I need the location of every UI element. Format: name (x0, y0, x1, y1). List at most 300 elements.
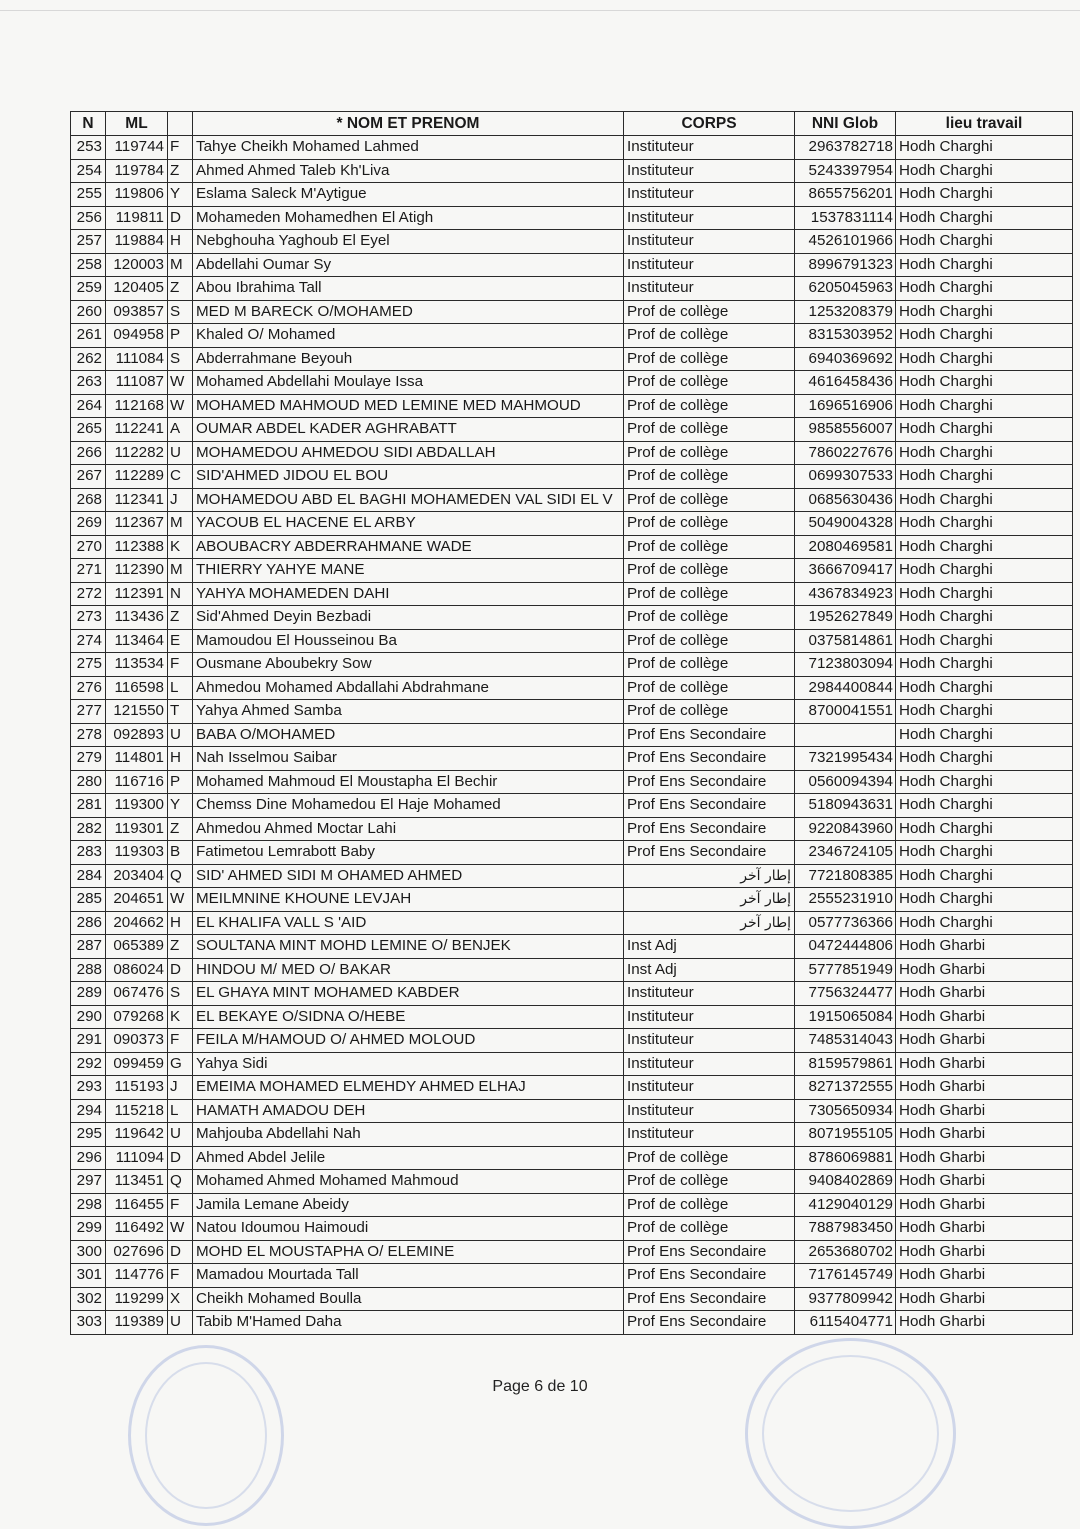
row-ml: 113464 (106, 629, 168, 653)
table-row (71, 1170, 1073, 1194)
row-name: Khaled O/ Mohamed (193, 324, 624, 348)
row-lieu: Hodh Charghi (896, 277, 1073, 301)
row-corps: Instituteur (624, 253, 795, 277)
row-lieu: Hodh Charghi (896, 324, 1073, 348)
row-ml: 079268 (106, 1005, 168, 1029)
row-corps: Prof de collège (624, 606, 795, 630)
row-nni: 1915065084 (795, 1005, 896, 1029)
row-ml: 112391 (106, 582, 168, 606)
row-number: 265 (71, 418, 106, 442)
table-row (71, 817, 1073, 841)
row-nni: 4526101966 (795, 230, 896, 254)
table-row (71, 958, 1073, 982)
row-corps: Prof de collège (624, 488, 795, 512)
table-row (71, 488, 1073, 512)
row-name: EMEIMA MOHAMED ELMEHDY AHMED ELHAJ (193, 1076, 624, 1100)
row-corps: Prof de collège (624, 512, 795, 536)
table-row (71, 723, 1073, 747)
row-name: HAMATH AMADOU DEH (193, 1099, 624, 1123)
row-letter: F (168, 653, 193, 677)
row-number: 299 (71, 1217, 106, 1241)
row-corps: Prof Ens Secondaire (624, 1311, 795, 1335)
row-ml: 086024 (106, 958, 168, 982)
row-lieu: Hodh Charghi (896, 817, 1073, 841)
row-letter: P (168, 324, 193, 348)
table-row (71, 371, 1073, 395)
row-nni: 6940369692 (795, 347, 896, 371)
row-corps: Instituteur (624, 982, 795, 1006)
row-letter: T (168, 700, 193, 724)
row-ml: 111087 (106, 371, 168, 395)
row-letter: L (168, 1099, 193, 1123)
row-corps: Prof de collège (624, 465, 795, 489)
row-nni: 7305650934 (795, 1099, 896, 1123)
row-ml: 065389 (106, 935, 168, 959)
row-nni: 9377809942 (795, 1287, 896, 1311)
row-name: Cheikh Mohamed Boulla (193, 1287, 624, 1311)
row-ml: 112390 (106, 559, 168, 583)
row-number: 280 (71, 770, 106, 794)
row-ml: 204651 (106, 888, 168, 912)
row-corps: Prof de collège (624, 1217, 795, 1241)
header-nni: NNI Glob (795, 112, 896, 136)
row-nni: 6205045963 (795, 277, 896, 301)
table-row (71, 1076, 1073, 1100)
row-ml: 112367 (106, 512, 168, 536)
row-number: 263 (71, 371, 106, 395)
row-ml: 119300 (106, 794, 168, 818)
table-row (71, 253, 1073, 277)
row-letter: W (168, 888, 193, 912)
row-corps: Prof de collège (624, 347, 795, 371)
row-lieu: Hodh Gharbi (896, 1123, 1073, 1147)
row-number: 269 (71, 512, 106, 536)
table-row (71, 676, 1073, 700)
row-number: 283 (71, 841, 106, 865)
row-letter: L (168, 676, 193, 700)
row-letter: J (168, 488, 193, 512)
row-nni: 8786069881 (795, 1146, 896, 1170)
row-ml: 119301 (106, 817, 168, 841)
row-name: Fatimetou Lemrabott Baby (193, 841, 624, 865)
table-row (71, 1052, 1073, 1076)
row-ml: 112388 (106, 535, 168, 559)
table-row (71, 159, 1073, 183)
row-number: 293 (71, 1076, 106, 1100)
row-ml: 115218 (106, 1099, 168, 1123)
row-name: Mohamed Mahmoud El Moustapha El Bechir (193, 770, 624, 794)
row-nni: 5243397954 (795, 159, 896, 183)
row-lieu: Hodh Gharbi (896, 1240, 1073, 1264)
row-lieu: Hodh Charghi (896, 371, 1073, 395)
row-number: 259 (71, 277, 106, 301)
row-lieu: Hodh Charghi (896, 653, 1073, 677)
row-lieu: Hodh Gharbi (896, 1099, 1073, 1123)
table-row (71, 1005, 1073, 1029)
row-letter: K (168, 535, 193, 559)
row-nni: 7123803094 (795, 653, 896, 677)
row-corps: Prof Ens Secondaire (624, 817, 795, 841)
row-name: MEILMNINE KHOUNE LEVJAH (193, 888, 624, 912)
row-nni: 2653680702 (795, 1240, 896, 1264)
table-row (71, 441, 1073, 465)
row-nni: 1952627849 (795, 606, 896, 630)
row-letter: H (168, 747, 193, 771)
table-row (71, 1146, 1073, 1170)
official-stamp-right (745, 1338, 956, 1529)
row-name: Ousmane Aboubekry Sow (193, 653, 624, 677)
row-corps: Prof Ens Secondaire (624, 747, 795, 771)
row-corps: Instituteur (624, 159, 795, 183)
row-ml: 111094 (106, 1146, 168, 1170)
row-name: Natou Idoumou Haimoudi (193, 1217, 624, 1241)
row-letter: H (168, 230, 193, 254)
row-letter: U (168, 441, 193, 465)
row-letter: X (168, 1287, 193, 1311)
row-lieu: Hodh Gharbi (896, 1193, 1073, 1217)
row-number: 300 (71, 1240, 106, 1264)
row-lieu: Hodh Gharbi (896, 958, 1073, 982)
row-corps: إطار آخر (624, 888, 795, 912)
row-letter: Q (168, 864, 193, 888)
row-corps: إطار آخر (624, 864, 795, 888)
table-row (71, 982, 1073, 1006)
row-letter: N (168, 582, 193, 606)
table-row (71, 230, 1073, 254)
row-corps: إطار آخر (624, 911, 795, 935)
row-corps: Instituteur (624, 1099, 795, 1123)
row-name: Mahjouba Abdellahi Nah (193, 1123, 624, 1147)
row-name: MOHD EL MOUSTAPHA O/ ELEMINE (193, 1240, 624, 1264)
row-number: 270 (71, 535, 106, 559)
row-ml: 116716 (106, 770, 168, 794)
row-lieu: Hodh Charghi (896, 700, 1073, 724)
row-letter: U (168, 723, 193, 747)
row-corps: Prof Ens Secondaire (624, 723, 795, 747)
row-nni: 1537831114 (795, 206, 896, 230)
row-lieu: Hodh Charghi (896, 418, 1073, 442)
row-lieu: Hodh Charghi (896, 300, 1073, 324)
row-lieu: Hodh Charghi (896, 206, 1073, 230)
header-lieu: lieu travail (896, 112, 1073, 136)
row-corps: Prof Ens Secondaire (624, 1240, 795, 1264)
row-name: Tabib M'Hamed Daha (193, 1311, 624, 1335)
row-corps: Prof de collège (624, 394, 795, 418)
row-ml: 113451 (106, 1170, 168, 1194)
row-name: SID'AHMED JIDOU EL BOU (193, 465, 624, 489)
header-letter (168, 112, 193, 136)
row-corps: Prof de collège (624, 1193, 795, 1217)
table-row (71, 1029, 1073, 1053)
row-name: EL GHAYA MINT MOHAMED KABDER (193, 982, 624, 1006)
row-name: ABOUBACRY ABDERRAHMANE WADE (193, 535, 624, 559)
row-nni: 9220843960 (795, 817, 896, 841)
table-row (71, 1217, 1073, 1241)
table-row (71, 864, 1073, 888)
row-ml: 067476 (106, 982, 168, 1006)
table-row (71, 911, 1073, 935)
row-number: 279 (71, 747, 106, 771)
row-lieu: Hodh Charghi (896, 488, 1073, 512)
row-name: HINDOU M/ MED O/ BAKAR (193, 958, 624, 982)
row-number: 258 (71, 253, 106, 277)
row-name: Ahmedou Ahmed Moctar Lahi (193, 817, 624, 841)
table-row (71, 700, 1073, 724)
row-nni: 5180943631 (795, 794, 896, 818)
row-name: Ahmedou Mohamed Abdallahi Abdrahmane (193, 676, 624, 700)
row-lieu: Hodh Gharbi (896, 982, 1073, 1006)
row-number: 284 (71, 864, 106, 888)
row-letter: F (168, 1264, 193, 1288)
row-ml: 094958 (106, 324, 168, 348)
table-row (71, 1099, 1073, 1123)
header-n: N (71, 112, 106, 136)
row-number: 260 (71, 300, 106, 324)
row-letter: A (168, 418, 193, 442)
row-lieu: Hodh Charghi (896, 512, 1073, 536)
row-name: YACOUB EL HACENE EL ARBY (193, 512, 624, 536)
row-nni: 8655756201 (795, 183, 896, 207)
row-nni: 4129040129 (795, 1193, 896, 1217)
row-corps: Prof de collège (624, 629, 795, 653)
row-lieu: Hodh Charghi (896, 676, 1073, 700)
table-row (71, 535, 1073, 559)
row-name: Yahya Sidi (193, 1052, 624, 1076)
row-ml: 114801 (106, 747, 168, 771)
row-nni: 9858556007 (795, 418, 896, 442)
row-nni: 4616458436 (795, 371, 896, 395)
row-corps: Prof de collège (624, 371, 795, 395)
row-letter: K (168, 1005, 193, 1029)
row-corps: Prof de collège (624, 441, 795, 465)
row-letter: W (168, 394, 193, 418)
row-number: 257 (71, 230, 106, 254)
row-corps: Prof Ens Secondaire (624, 841, 795, 865)
row-number: 298 (71, 1193, 106, 1217)
row-letter: W (168, 371, 193, 395)
row-name: Ahmed Ahmed Taleb Kh'Liva (193, 159, 624, 183)
row-number: 286 (71, 911, 106, 935)
row-corps: Inst Adj (624, 935, 795, 959)
row-letter: E (168, 629, 193, 653)
row-name: BABA O/MOHAMED (193, 723, 624, 747)
table-row (71, 206, 1073, 230)
row-corps: Instituteur (624, 1076, 795, 1100)
row-ml: 112341 (106, 488, 168, 512)
table-row (71, 1311, 1073, 1335)
row-nni: 8071955105 (795, 1123, 896, 1147)
row-corps: Prof de collège (624, 700, 795, 724)
row-ml: 119811 (106, 206, 168, 230)
row-number: 301 (71, 1264, 106, 1288)
table-row (71, 347, 1073, 371)
row-lieu: Hodh Charghi (896, 347, 1073, 371)
row-nni: 2984400844 (795, 676, 896, 700)
row-ml: 119642 (106, 1123, 168, 1147)
official-stamp-left (128, 1345, 284, 1526)
row-letter: U (168, 1123, 193, 1147)
row-lieu: Hodh Charghi (896, 230, 1073, 254)
row-number: 272 (71, 582, 106, 606)
row-ml: 119884 (106, 230, 168, 254)
row-lieu: Hodh Charghi (896, 794, 1073, 818)
row-ml: 114776 (106, 1264, 168, 1288)
row-corps: Prof de collège (624, 418, 795, 442)
row-lieu: Hodh Charghi (896, 864, 1073, 888)
row-nni: 0560094394 (795, 770, 896, 794)
row-lieu: Hodh Charghi (896, 441, 1073, 465)
row-ml: 093857 (106, 300, 168, 324)
row-nni: 8159579861 (795, 1052, 896, 1076)
row-corps: Instituteur (624, 1029, 795, 1053)
row-ml: 116598 (106, 676, 168, 700)
row-name: Abdellahi Oumar Sy (193, 253, 624, 277)
row-letter: Y (168, 183, 193, 207)
row-letter: S (168, 347, 193, 371)
table-row (71, 1240, 1073, 1264)
row-nni: 7721808385 (795, 864, 896, 888)
row-ml: 119389 (106, 1311, 168, 1335)
row-name: SOULTANA MINT MOHD LEMINE O/ BENJEK (193, 935, 624, 959)
row-lieu: Hodh Charghi (896, 253, 1073, 277)
row-lieu: Hodh Charghi (896, 559, 1073, 583)
row-nni: 7485314043 (795, 1029, 896, 1053)
header-corps: CORPS (624, 112, 795, 136)
row-ml: 119299 (106, 1287, 168, 1311)
row-number: 290 (71, 1005, 106, 1029)
row-corps: Prof de collège (624, 300, 795, 324)
table-row (71, 300, 1073, 324)
row-ml: 119806 (106, 183, 168, 207)
row-nni: 8271372555 (795, 1076, 896, 1100)
row-number: 282 (71, 817, 106, 841)
row-ml: 119784 (106, 159, 168, 183)
table-row (71, 653, 1073, 677)
row-letter: J (168, 1076, 193, 1100)
row-number: 288 (71, 958, 106, 982)
row-nni: 1253208379 (795, 300, 896, 324)
row-number: 261 (71, 324, 106, 348)
row-name: Abderrahmane Beyouh (193, 347, 624, 371)
row-number: 256 (71, 206, 106, 230)
row-name: THIERRY YAHYE MANE (193, 559, 624, 583)
row-letter: D (168, 206, 193, 230)
table-row (71, 1193, 1073, 1217)
row-name: Yahya Ahmed Samba (193, 700, 624, 724)
row-name: Mamadou Mourtada Tall (193, 1264, 624, 1288)
row-lieu: Hodh Charghi (896, 159, 1073, 183)
row-lieu: Hodh Gharbi (896, 1311, 1073, 1335)
row-lieu: Hodh Charghi (896, 394, 1073, 418)
row-ml: 112241 (106, 418, 168, 442)
row-number: 287 (71, 935, 106, 959)
row-letter: C (168, 465, 193, 489)
row-name: Eslama Saleck M'Aytigue (193, 183, 624, 207)
table-row (71, 1123, 1073, 1147)
row-lieu: Hodh Charghi (896, 629, 1073, 653)
row-letter: Z (168, 606, 193, 630)
row-ml: 204662 (106, 911, 168, 935)
row-nni (795, 723, 896, 747)
row-corps: Prof de collège (624, 535, 795, 559)
row-lieu: Hodh Charghi (896, 911, 1073, 935)
row-letter: D (168, 958, 193, 982)
row-nni: 3666709417 (795, 559, 896, 583)
row-lieu: Hodh Gharbi (896, 1264, 1073, 1288)
row-corps: Instituteur (624, 1052, 795, 1076)
row-nni: 7176145749 (795, 1264, 896, 1288)
row-letter: Z (168, 277, 193, 301)
row-nni: 5049004328 (795, 512, 896, 536)
row-letter: Z (168, 159, 193, 183)
row-number: 273 (71, 606, 106, 630)
row-letter: M (168, 253, 193, 277)
row-number: 266 (71, 441, 106, 465)
table-row (71, 747, 1073, 771)
row-lieu: Hodh Charghi (896, 136, 1073, 160)
row-ml: 120003 (106, 253, 168, 277)
row-letter: W (168, 1217, 193, 1241)
row-ml: 112282 (106, 441, 168, 465)
row-ml: 119744 (106, 136, 168, 160)
row-number: 297 (71, 1170, 106, 1194)
row-lieu: Hodh Charghi (896, 841, 1073, 865)
row-ml: 092893 (106, 723, 168, 747)
row-corps: Prof de collège (624, 559, 795, 583)
row-corps: Prof de collège (624, 1170, 795, 1194)
row-nni: 9408402869 (795, 1170, 896, 1194)
row-nni: 0685630436 (795, 488, 896, 512)
row-ml: 112289 (106, 465, 168, 489)
row-letter: P (168, 770, 193, 794)
row-name: Jamila Lemane Abeidy (193, 1193, 624, 1217)
row-number: 291 (71, 1029, 106, 1053)
row-name: MOHAMEDOU ABD EL BAGHI MOHAMEDEN VAL SIDI EL V (193, 488, 624, 512)
row-name: Mamoudou El Housseinou Ba (193, 629, 624, 653)
row-corps: Prof Ens Secondaire (624, 770, 795, 794)
row-lieu: Hodh Gharbi (896, 1217, 1073, 1241)
row-name: Mohamed Ahmed Mohamed Mahmoud (193, 1170, 624, 1194)
row-nni: 0472444806 (795, 935, 896, 959)
row-number: 253 (71, 136, 106, 160)
row-lieu: Hodh Gharbi (896, 1287, 1073, 1311)
row-letter: Z (168, 935, 193, 959)
row-letter: Z (168, 817, 193, 841)
row-lieu: Hodh Charghi (896, 465, 1073, 489)
row-corps: Instituteur (624, 230, 795, 254)
row-letter: D (168, 1146, 193, 1170)
row-number: 302 (71, 1287, 106, 1311)
page-edge-line (0, 10, 1080, 11)
row-letter: F (168, 136, 193, 160)
row-nni: 8996791323 (795, 253, 896, 277)
row-corps: Instituteur (624, 1005, 795, 1029)
row-lieu: Hodh Gharbi (896, 935, 1073, 959)
row-name: OUMAR ABDEL KADER AGHRABATT (193, 418, 624, 442)
row-nni: 8700041551 (795, 700, 896, 724)
row-ml: 116492 (106, 1217, 168, 1241)
table-row (71, 136, 1073, 160)
table-row (71, 888, 1073, 912)
row-number: 294 (71, 1099, 106, 1123)
row-lieu: Hodh Gharbi (896, 1146, 1073, 1170)
row-name: SID' AHMED SIDI M OHAMED AHMED (193, 864, 624, 888)
row-corps: Instituteur (624, 277, 795, 301)
row-letter: G (168, 1052, 193, 1076)
row-ml: 112168 (106, 394, 168, 418)
row-nni: 8315303952 (795, 324, 896, 348)
row-number: 285 (71, 888, 106, 912)
